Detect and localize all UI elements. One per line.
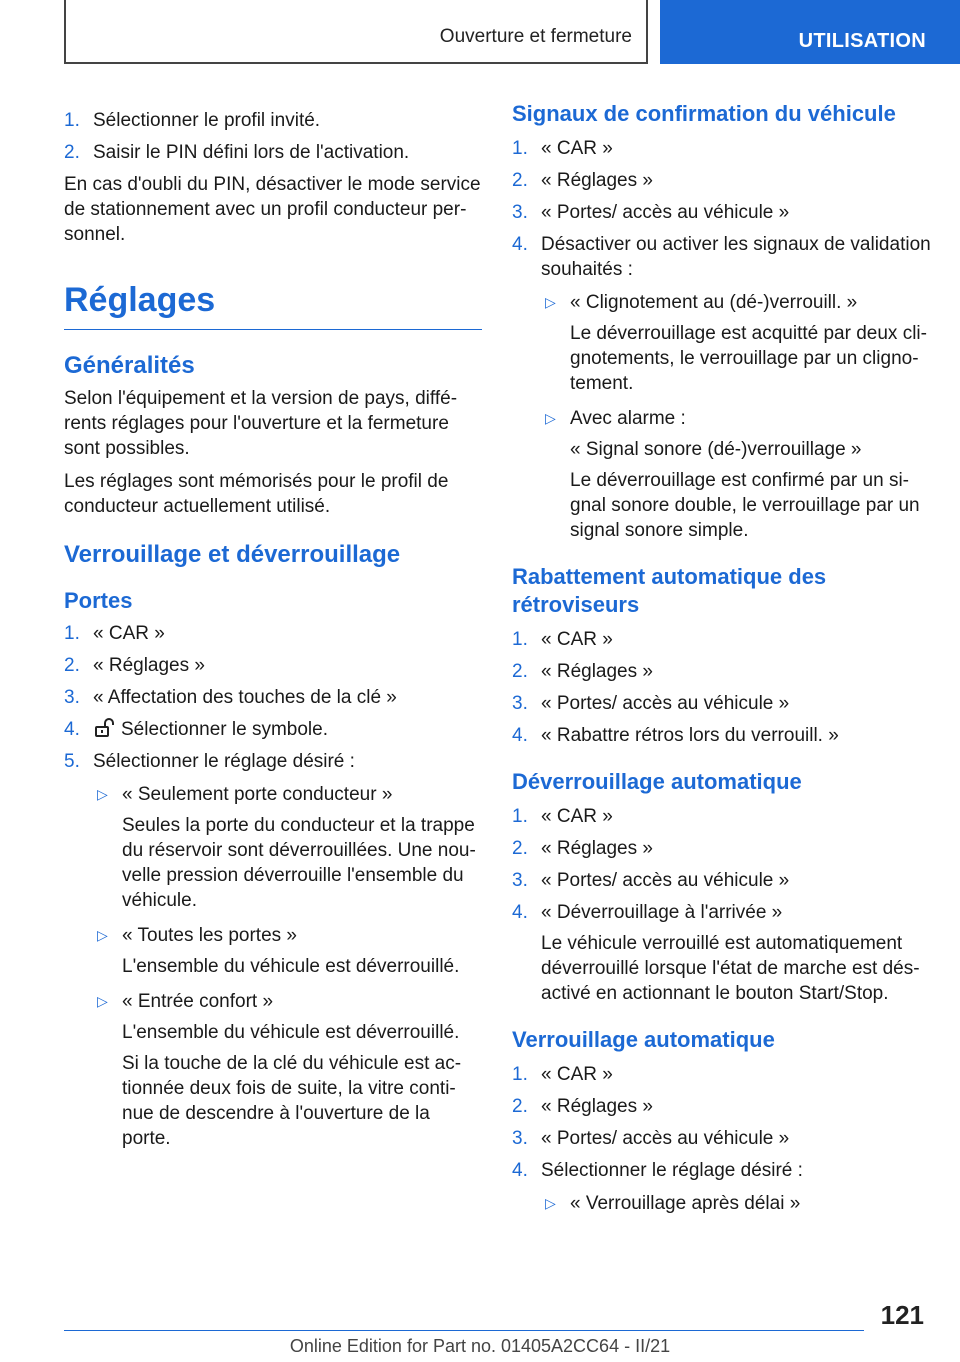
option-item: [541, 406, 932, 543]
list-item: [512, 836, 932, 861]
list-item: [512, 1158, 932, 1216]
list-item: [64, 749, 482, 1151]
list-item: [64, 621, 482, 646]
option-label: « Seulement porte conducteur »: [122, 784, 393, 805]
option-label: « Entrée confort »: [122, 991, 274, 1012]
heading-signaux-confirmation: Signaux de confirmation du véhicule: [512, 101, 896, 126]
triangle-bullet-icon: ▷: [97, 993, 108, 1009]
list-item: [512, 723, 932, 748]
signaux-options: [541, 290, 932, 543]
step-text: « Réglages »: [541, 1096, 653, 1117]
generalites-paragraph-2: Les réglages sont mémorisés pour le profil de conducteur actuellement utilisé.: [64, 471, 449, 517]
list-item: [64, 653, 482, 678]
list-item: [64, 108, 482, 133]
generalites-paragraph-1: Selon l'équipement et la version de pays, diffé-rents réglages pour l'ouverture et la fermeture sont possibles.: [64, 388, 458, 459]
option-item: [93, 989, 482, 1151]
portes-steps: [64, 621, 482, 1151]
step-text: Saisir le PIN défini lors de l'activation.: [93, 142, 410, 163]
step-text: « Réglages »: [541, 661, 653, 682]
right-column: [512, 100, 932, 1226]
step-number: 2.: [512, 1096, 528, 1117]
step-number: 4.: [512, 234, 528, 255]
step-number: 3.: [512, 1128, 528, 1149]
list-item: [64, 717, 482, 742]
portes-options: [93, 782, 482, 1151]
step-text: « CAR »: [541, 629, 613, 650]
step-text: « Portes/ accès au véhicule »: [541, 202, 790, 223]
list-item: [512, 232, 932, 543]
option-label: Avec alarme :: [570, 408, 686, 429]
step-text: Sélectionner le réglage désiré :: [93, 751, 355, 772]
header-section-box: [64, 0, 648, 64]
option-description: Le déverrouillage est confirmé par un si-gnal sonore double, le verrouillage par un signal sonore simple.: [570, 470, 920, 541]
footer-divider: [64, 1330, 864, 1331]
step-text: « Déverrouillage à l'arrivée »: [541, 902, 783, 923]
option-item: [93, 923, 482, 979]
deverr-description: Le véhicule verrouillé est automatiquement déverrouillé lorsque l'état de marche est dés-activé en actionnant le bouton Start/Stop.: [541, 933, 920, 1004]
step-text: « CAR »: [541, 806, 613, 827]
step-number: 1.: [512, 629, 528, 650]
step-number: 4.: [512, 1160, 528, 1181]
list-item: [64, 140, 482, 165]
step-number: 4.: [512, 725, 528, 746]
intro-steps: [64, 108, 482, 165]
list-item: [512, 1094, 932, 1119]
deverr-steps: [512, 804, 932, 1006]
step-number: 4.: [64, 719, 80, 740]
step-number: 2.: [512, 661, 528, 682]
list-item: [512, 136, 932, 161]
triangle-bullet-icon: ▷: [545, 294, 556, 310]
option-item: [93, 782, 482, 913]
step-number: 2.: [512, 838, 528, 859]
section-title-reglages: Réglages: [64, 281, 482, 330]
left-column: [64, 108, 482, 1161]
option-label: « Clignotement au (dé-)verrouill. »: [570, 292, 858, 313]
step-number: 3.: [512, 693, 528, 714]
option-description: « Signal sonore (dé-)verrouillage »: [570, 439, 862, 460]
header-chapter-label: UTILISATION: [798, 29, 926, 52]
step-text: « Réglages »: [541, 838, 653, 859]
triangle-bullet-icon: ▷: [545, 1195, 556, 1211]
step-text: « CAR »: [541, 1064, 613, 1085]
list-item: [512, 200, 932, 225]
option-description: Seules la porte du conducteur et la trappe du réservoir sont déverrouillées. Une nou-velle pression déverrouille l'ensemble du véhicule.: [122, 815, 476, 911]
step-text: Sélectionner le réglage désiré :: [541, 1160, 803, 1181]
rabat-steps: [512, 627, 932, 748]
option-item: [541, 1191, 932, 1216]
step-number: 4.: [512, 902, 528, 923]
header-chapter-tab: [660, 0, 960, 64]
option-label: « Verrouillage après délai »: [570, 1193, 801, 1214]
option-description: Le déverrouillage est acquitté par deux cli-gnotements, le verrouillage par un cligno-tement.: [570, 323, 927, 394]
step-text: « Portes/ accès au véhicule »: [541, 1128, 790, 1149]
step-text: « Rabattre rétros lors du verrouill. »: [541, 725, 839, 746]
step-number: 2.: [64, 142, 80, 163]
heading-generalites: Généralités: [64, 352, 195, 379]
option-item: [541, 290, 932, 396]
step-number: 1.: [64, 623, 80, 644]
step-text: « Réglages »: [541, 170, 653, 191]
footer-edition: Online Edition for Part no. 01405A2CC64 - II/21: [289, 1336, 671, 1356]
triangle-bullet-icon: ▷: [97, 927, 108, 943]
step-text: Sélectionner le profil invité.: [93, 110, 321, 131]
list-item: [512, 868, 932, 893]
list-item: [64, 685, 482, 710]
heading-deverrouillage-automatique: Déverrouillage automatique: [512, 769, 802, 794]
step-number: 1.: [512, 806, 528, 827]
list-item: [512, 691, 932, 716]
step-number: 2.: [512, 170, 528, 191]
option-label: « Toutes les portes »: [122, 925, 297, 946]
page-number: 121: [880, 1300, 924, 1330]
step-number: 1.: [512, 1064, 528, 1085]
option-description: L'ensemble du véhicule est déverrouillé.: [122, 956, 460, 977]
signaux-steps: [512, 136, 932, 543]
step-number: 1.: [512, 138, 528, 159]
heading-rabattement-retroviseurs: Rabattement automatique des rétroviseurs: [512, 564, 827, 617]
verrauto-steps: [512, 1062, 932, 1216]
list-item: [512, 659, 932, 684]
heading-portes: Portes: [64, 588, 133, 613]
step-number: 1.: [64, 110, 80, 131]
heading-verrouillage-automatique: Verrouillage automatique: [512, 1027, 775, 1052]
step-number: 2.: [64, 655, 80, 676]
step-number: 5.: [64, 751, 80, 772]
option-description: L'ensemble du véhicule est déverrouillé.: [122, 1022, 460, 1043]
step-text: « CAR »: [541, 138, 613, 159]
triangle-bullet-icon: ▷: [545, 410, 556, 426]
triangle-bullet-icon: ▷: [97, 786, 108, 802]
list-item: [512, 900, 932, 1006]
step-text: « Affectation des touches de la clé »: [93, 687, 397, 708]
step-text: « Réglages »: [93, 655, 205, 676]
step-text: « CAR »: [93, 623, 165, 644]
list-item: [512, 1126, 932, 1151]
verrauto-options: [541, 1191, 932, 1216]
page-header: [0, 0, 960, 66]
step-number: 3.: [64, 687, 80, 708]
step-text: « Portes/ accès au véhicule »: [541, 693, 790, 714]
heading-verrouillage-deverrouillage: Verrouillage et déverrouillage: [64, 541, 401, 568]
step-number: 3.: [512, 870, 528, 891]
list-item: [512, 1062, 932, 1087]
step-number: 3.: [512, 202, 528, 223]
intro-paragraph: En cas d'oubli du PIN, désactiver le mode service de stationnement avec un profil conducteur per-sonnel.: [64, 174, 481, 245]
header-section-title: Ouverture et fermeture: [439, 26, 632, 47]
step-text: Désactiver ou activer les signaux de validation souhaités :: [541, 234, 931, 280]
option-description: Si la touche de la clé du véhicule est ac-tionnée deux fois de suite, la vitre conti-nue de descendre à l'ouverture de la porte.: [122, 1053, 462, 1149]
step-text: Sélectionner le symbole.: [121, 719, 328, 740]
list-item: [512, 627, 932, 652]
list-item: [512, 804, 932, 829]
unlock-icon: [93, 718, 115, 738]
step-text: « Portes/ accès au véhicule »: [541, 870, 790, 891]
list-item: [512, 168, 932, 193]
